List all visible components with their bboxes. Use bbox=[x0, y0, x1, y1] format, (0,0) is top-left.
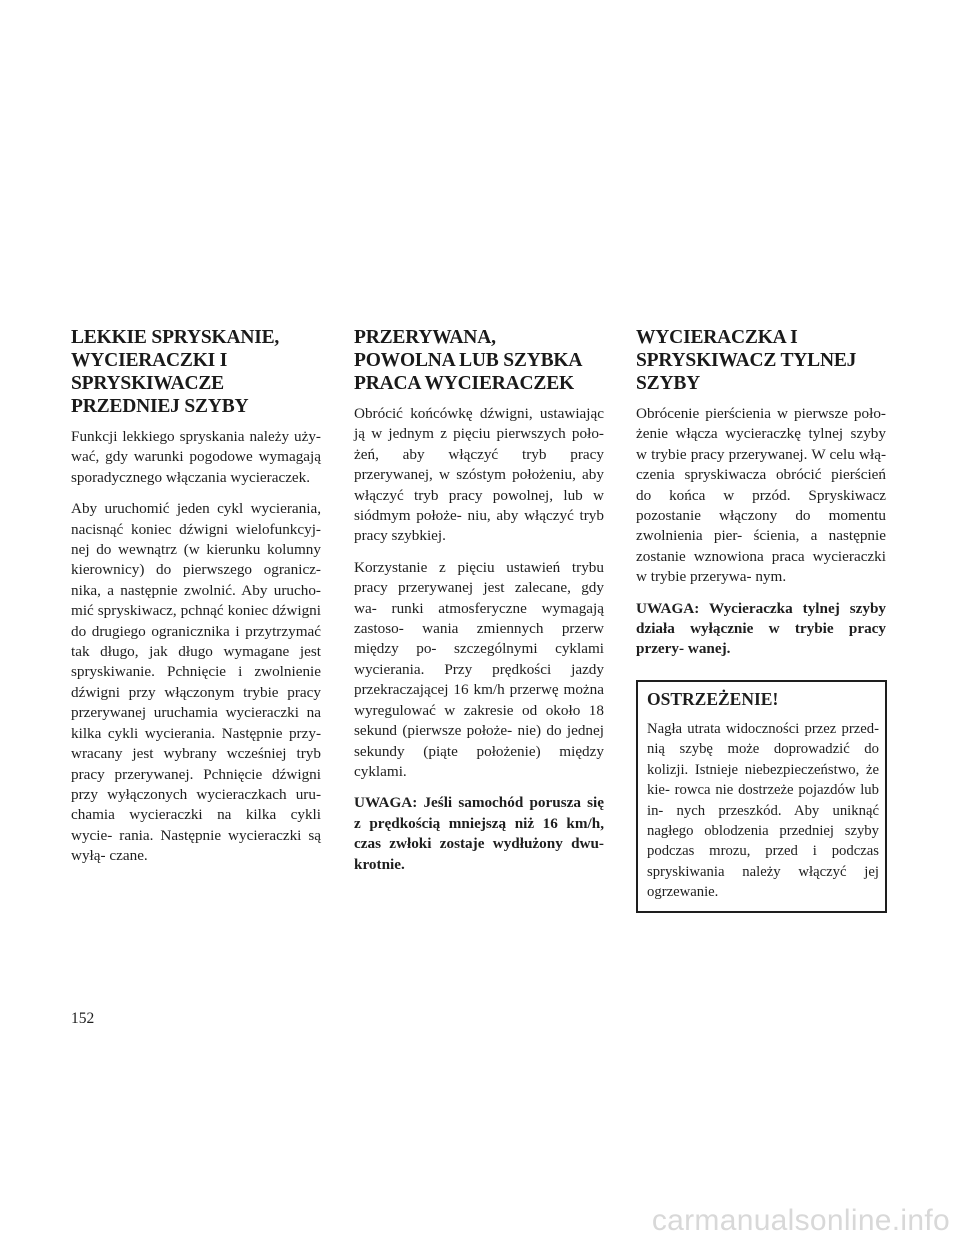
paragraph: Obrócenie pierścienia w pierwsze poło- żenie włącza wycieraczkę tylnej szyby w trybie pracy przerywanej. W celu włą- czenia spryskiwacza obrócić pierścień do końca w przód. Spryskiwacz pozostanie włączony do momentu zwolnienia pier- ścienia, a następnie zostanie wznowiona praca wycieraczki w trybie przerywa- nym. bbox=[636, 405, 886, 586]
warning-box bbox=[636, 680, 887, 913]
warning-title: OSTRZEŻENIE! bbox=[647, 688, 779, 709]
column-intermittent-wipers bbox=[354, 326, 604, 886]
paragraph: Korzystanie z pięciu ustawień trybu pracy przerywanej jest zalecane, gdy wa- runki atmosferyczne wymagają zastoso- wania zmiennych przerw między po- szczególnymi cyklami wycierania. Przy prędkości jazdy przekraczającej 16 km/h przerwę można wyregulować w zakresie od około 18 sekund (pierwsze położe- nie) do jednej sekundy (piąte położenie) między cyklami. bbox=[354, 558, 604, 780]
column-light-spray bbox=[71, 326, 321, 878]
note-speed: UWAGA: Jeśli samochód porusza się z prędkością mniejszą niż 16 km/h, czas zwłoki zostaje wydłużony dwu- krotnie. bbox=[354, 794, 604, 873]
paragraph: Funkcji lekkiego spryskania należy uży- wać, gdy warunki pogodowe wymagają sporadycznego włączania wycieraczek. bbox=[71, 428, 321, 486]
paragraph: Obrócić końcówkę dźwigni, ustawiając ją w jednym z pięciu pierwszych poło- żeń, aby włączyć tryb pracy przerywanej, w szóstym położeniu, aby włączyć tryb pracy powolnej, lub w siódmym położe- niu, aby włączyć tryb pracy szybkiej. bbox=[354, 405, 604, 545]
note-rear-wiper: UWAGA: Wycieraczka tylnej szyby działa wyłącznie w trybie pracy przery- wanej. bbox=[636, 599, 886, 658]
section-heading-rear-wiper: WYCIERACZKA I SPRYSKIWACZ TYLNEJ SZYBY bbox=[636, 327, 857, 394]
section-heading-light-spray: LEKKIE SPRYSKANIE, WYCIERACZKI I SPRYSKIWACZE PRZEDNIEJ SZYBY bbox=[71, 327, 280, 417]
paragraph: Aby uruchomić jeden cykl wycierania, nacisnąć koniec dźwigni wielofunkcyj- nej do wewnątrz (w kierunku kolumny kierownicy) do pierwszego ogranicz- nika, a następnie zwolnić. Aby urucho- mić spryskiwacz, pchnąć koniec dźwigni do drugiego ogranicznika i przytrzymać tak długo, jak długo wymagane jest spryskiwanie. Pchnięcie i zwolnienie dźwigni przy włączonym trybie pracy przerywanej uruchamia wycieraczki na kilka cykli wycierania. Następnie przy- wracany jest wybrany wcześniej tryb pracy przerywanej. Pchnięcie dźwigni przy wyłączonych wycieraczkach uru- chamia wycieraczki na kilka cykli wycie- rania. Następnie wycieraczki są wyłą- czane. bbox=[71, 500, 321, 865]
section-heading-intermittent: PRZERYWANA, POWOLNA LUB SZYBKA PRACA WYCIERACZEK bbox=[354, 327, 583, 394]
warning-text: Nagła utrata widoczności przez przed- nią szybę może doprowadzić do kolizji. Istnieje niebezpieczeństwo, że kie- rowca nie dostrzeże pojazdów lub in- nych przeszkód. Aby uniknąć nagłego oblodzenia przedniej szyby podczas mrozu, przed i podczas spryskiwania należy włączyć jej ogrzewanie. bbox=[647, 720, 879, 901]
column-rear-wiper bbox=[636, 326, 886, 913]
watermark: carmanualsonline.info bbox=[651, 1204, 950, 1237]
page-number: 152 bbox=[71, 1010, 95, 1027]
